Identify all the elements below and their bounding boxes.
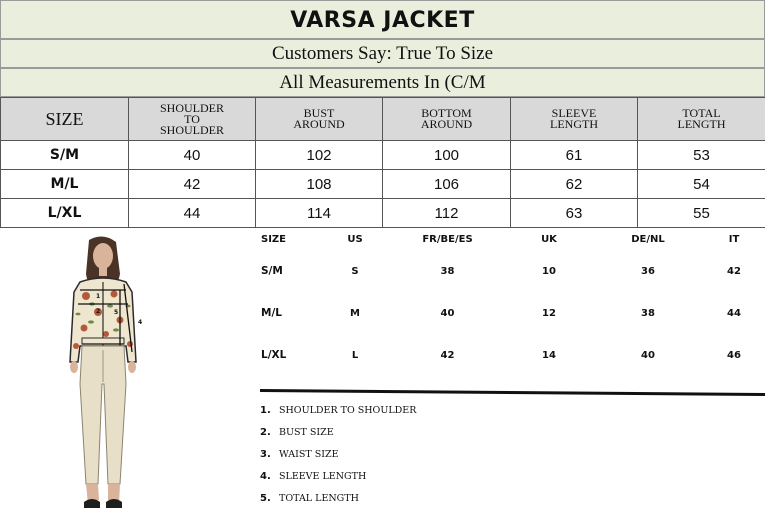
row-size-label: S/M	[1, 141, 129, 170]
cell-shoulder: 40	[129, 141, 256, 170]
legend-text: SLEEVE LENGTH	[279, 470, 367, 482]
legend-item	[260, 444, 416, 466]
conversion-header-row	[258, 228, 765, 250]
size-conversion-table	[258, 228, 765, 376]
col-header-size: SIZE	[1, 98, 129, 141]
legend-number: 1.	[260, 405, 271, 417]
conv-cell-fr: 42	[440, 349, 455, 361]
col-header-sleeve-label: SLEEVE LENGTH	[550, 106, 598, 131]
conversion-table-divider	[260, 389, 765, 396]
cell-bust: 114	[256, 199, 383, 228]
conv-cell-de: 38	[641, 307, 655, 319]
legend-text: WAIST SIZE	[279, 448, 339, 460]
conv-cell-uk: 14	[542, 349, 556, 361]
conv-cell-us: M	[350, 307, 360, 319]
measurement-legend	[260, 400, 416, 509]
legend-item	[260, 422, 416, 444]
col-header-shoulder-label: SHOULDER TO SHOULDER	[159, 100, 224, 137]
table-row	[1, 170, 765, 199]
cell-total: 53	[638, 141, 765, 170]
conv-header-us: US	[347, 233, 363, 245]
page-title: VARSA JACKET	[0, 0, 765, 39]
col-header-bust-label: BUST AROUND	[293, 106, 345, 131]
conv-cell-fr: 40	[440, 307, 455, 319]
cell-total: 55	[638, 199, 765, 228]
conv-header-uk: UK	[541, 233, 557, 245]
cell-shoulder: 44	[129, 199, 256, 228]
conv-cell-it: 44	[727, 307, 741, 319]
conv-header-de-nl: DE/NL	[631, 233, 665, 245]
conv-cell-us: S	[351, 265, 359, 277]
conv-cell-de: 36	[641, 265, 655, 277]
units-note: All Measurements In (C/M	[0, 68, 765, 97]
table-row	[1, 141, 765, 170]
table-row	[1, 199, 765, 228]
col-header-sleeve	[511, 98, 638, 141]
legend-item	[260, 400, 416, 422]
conv-header-fr-be-es: FR/BE/ES	[422, 233, 473, 245]
col-header-total	[638, 98, 765, 141]
marker-1: 1	[96, 293, 101, 300]
marker-4: 4	[138, 319, 143, 326]
cell-sleeve: 63	[511, 199, 638, 228]
conv-cell-uk: 10	[542, 265, 556, 277]
conv-cell-it: 42	[727, 265, 741, 277]
col-header-shoulder	[129, 98, 256, 141]
cell-sleeve: 62	[511, 170, 638, 199]
conv-header-it: IT	[728, 233, 740, 245]
cell-bottom: 106	[383, 170, 511, 199]
legend-number: 3.	[260, 448, 271, 460]
cell-bottom: 112	[383, 199, 511, 228]
row-size-label: M/L	[1, 170, 129, 199]
conv-cell-de: 40	[641, 349, 655, 361]
fit-note: Customers Say: True To Size	[0, 39, 765, 68]
cell-bottom: 100	[383, 141, 511, 170]
conv-cell-it: 46	[727, 349, 741, 361]
table-row	[258, 250, 765, 292]
conv-cell-size: L/XL	[261, 349, 287, 361]
legend-text: BUST SIZE	[279, 427, 334, 439]
conv-header-size: SIZE	[261, 233, 287, 245]
measurement-header-row	[1, 98, 765, 141]
marker-5: 5	[114, 309, 119, 316]
legend-number: 5.	[260, 492, 271, 504]
conv-cell-uk: 12	[542, 307, 556, 319]
model-figure-illustration	[58, 234, 148, 518]
conv-cell-size: S/M	[261, 265, 283, 277]
row-size-label: L/XL	[1, 199, 129, 228]
col-header-bottom	[383, 98, 511, 141]
col-header-bottom-label: BOTTOM AROUND	[420, 106, 473, 131]
legend-text: TOTAL LENGTH	[279, 492, 359, 504]
col-header-total-label: TOTAL LENGTH	[677, 106, 726, 131]
legend-text: SHOULDER TO SHOULDER	[279, 405, 417, 417]
legend-item	[260, 465, 416, 487]
marker-2: 2	[96, 308, 101, 315]
table-row	[258, 292, 765, 334]
col-header-bust	[256, 98, 383, 141]
cell-total: 54	[638, 170, 765, 199]
conv-cell-fr: 38	[440, 265, 455, 277]
table-row	[258, 334, 765, 376]
legend-item	[260, 487, 416, 509]
conv-cell-us: L	[351, 349, 359, 361]
legend-number: 4.	[260, 470, 271, 482]
cell-bust: 108	[256, 170, 383, 199]
legend-number: 2.	[260, 427, 271, 439]
cell-shoulder: 42	[129, 170, 256, 199]
cell-sleeve: 61	[511, 141, 638, 170]
conv-cell-size: M/L	[261, 307, 282, 319]
cell-bust: 102	[256, 141, 383, 170]
measurement-table	[0, 97, 765, 228]
